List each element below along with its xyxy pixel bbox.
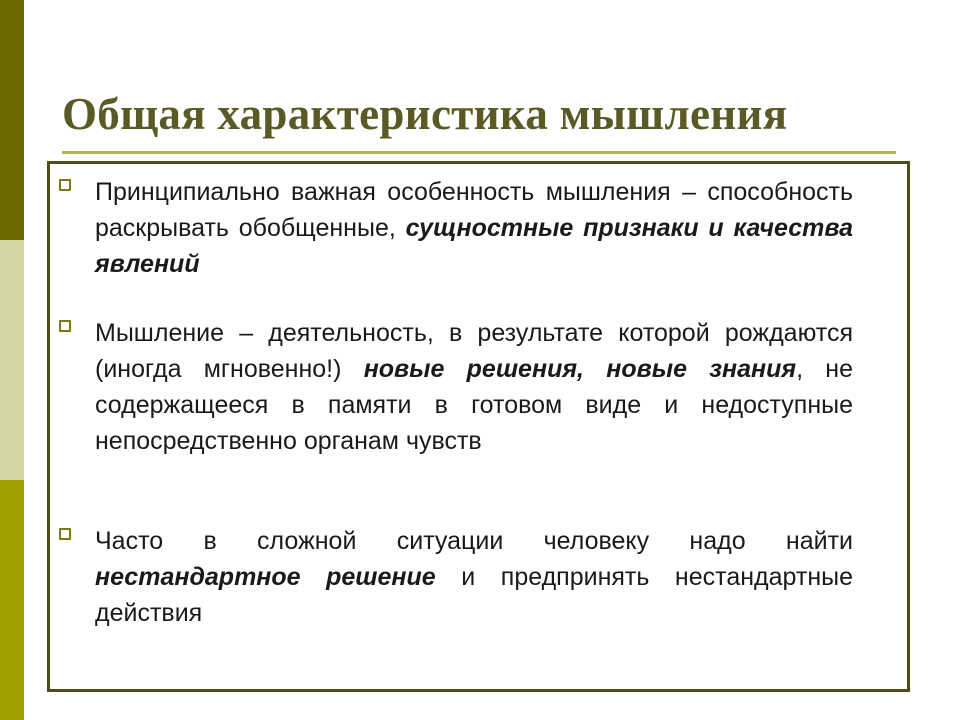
square-bullet-icon: [59, 179, 71, 191]
bullet-text-3: [95, 523, 853, 631]
side-strip-middle: [0, 240, 24, 480]
bullet-item-2: [49, 315, 853, 459]
bullet-1-text-plain: Принципиально важная особенность мышления – способность раскрывать обобщенные,: [95, 178, 853, 242]
title-underline: [62, 151, 896, 154]
bullet-text-1: [95, 174, 853, 282]
square-bullet-icon: [59, 320, 71, 332]
side-strip-bottom: [0, 480, 24, 720]
bullet-item-1: [49, 174, 853, 282]
bullet-text-2: [95, 315, 853, 459]
slide-title: Общая характеристика мышления: [62, 89, 788, 139]
bullet-2-text-emphasis: новые решения, новые знания: [363, 355, 797, 383]
bullet-1-text-emphasis: сущностные признаки и качества явлений: [95, 214, 853, 278]
bullet-2-text-plain-start: Мышление – деятельность, в результате которой рождаются (иногда мгновенно!): [95, 319, 853, 383]
side-strip-top: [0, 0, 24, 240]
square-bullet-icon: [59, 528, 71, 540]
bullet-2-text-plain-end: , не содержащееся в памяти в готовом виде и недоступные непосредственно органам чувств: [95, 355, 853, 455]
bullet-3-text-plain-start: Часто в сложной ситуации человеку надо найти: [95, 527, 853, 555]
bullet-3-text-emphasis: нестандартное решение: [95, 563, 436, 591]
bullet-3-text-plain-end: и предпринять нестандартные действия: [95, 563, 853, 627]
bullet-item-3: [49, 523, 853, 631]
